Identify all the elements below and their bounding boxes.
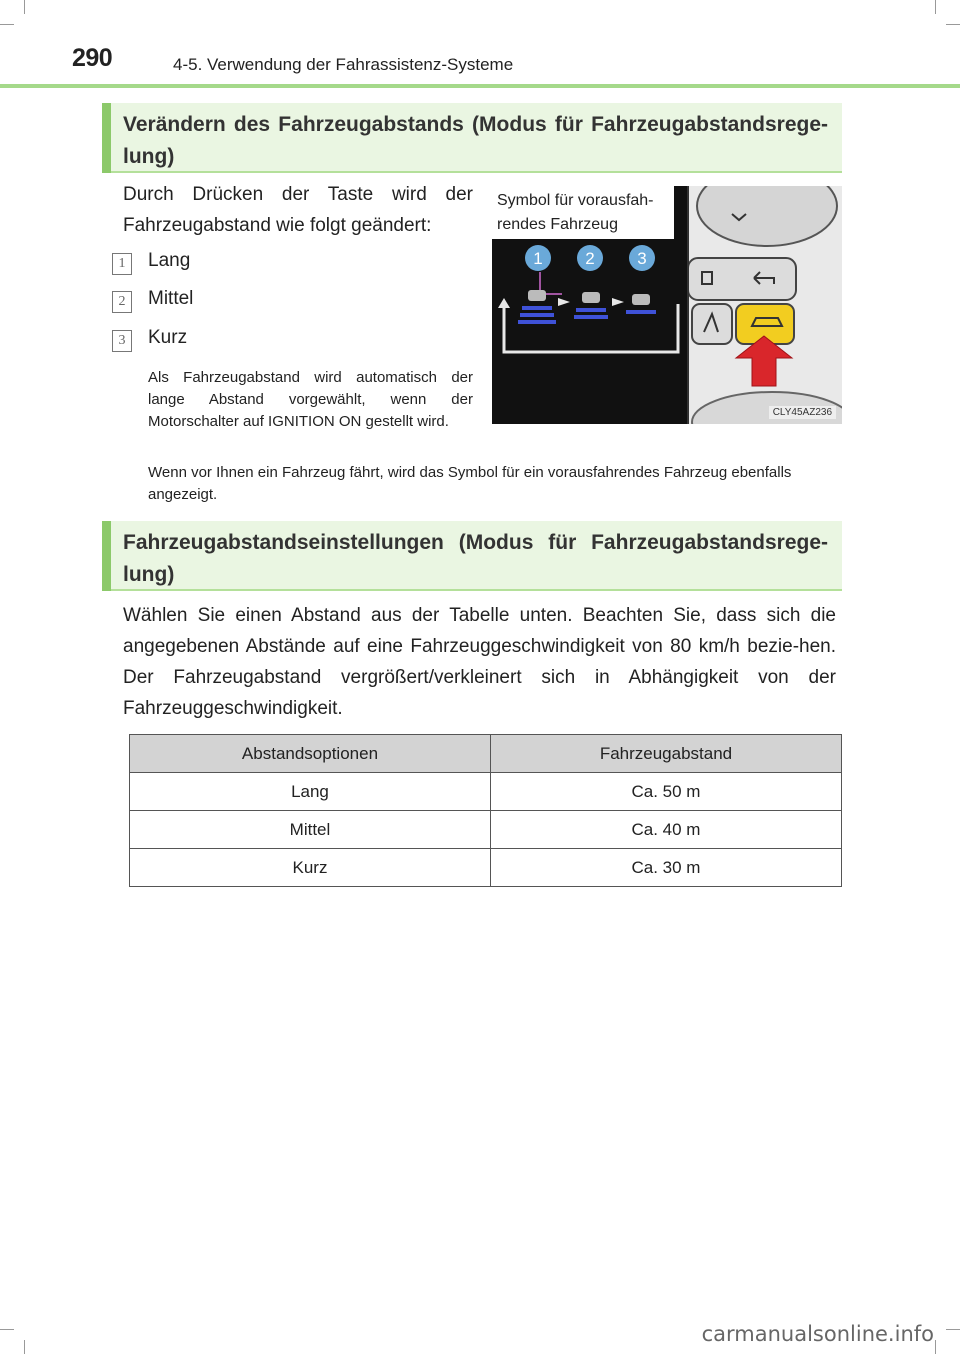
- crop-mark: [0, 24, 14, 25]
- svg-text:2: 2: [585, 249, 595, 268]
- distance-medium-icon: [574, 292, 608, 319]
- item-label: Lang: [148, 250, 191, 271]
- item-label: Kurz: [148, 327, 188, 348]
- steering-switch-illustration: [492, 186, 842, 424]
- item-number: 2: [112, 291, 132, 313]
- lane-switch: [688, 258, 796, 300]
- callout-3: [629, 245, 655, 271]
- settings-paragraph: Wählen Sie einen Abstand aus der Tabelle unten. Beachten Sie, dass sich die angegebenen Abstände auf eine Fahrzeuggeschwindigkeit von 80 km/h bezie-hen. Der Fahrzeugabstand vergrößert/verkleinert sich in Abhängigkeit von der Fahrzeuggeschwindigkeit.: [123, 605, 836, 719]
- table-cell: Mittel: [130, 811, 491, 849]
- page-number: 290: [72, 44, 113, 72]
- distance-table: [129, 734, 842, 887]
- intro-paragraph: Durch Drücken der Taste wird der Fahrzeugabstand wie folgt geändert:: [123, 184, 473, 236]
- section-heading-text: Fahrzeugabstandseinstellungen (Modus für Fahrzeugabstandsrege-lung): [123, 531, 828, 586]
- item-number: 3: [112, 330, 132, 352]
- table-cell: Ca. 50 m: [490, 773, 841, 811]
- section-heading-distance: [102, 103, 842, 173]
- chapter-header: 4-5. Verwendung der Fahrassistenz-Systeme: [173, 55, 514, 74]
- crop-mark: [0, 1329, 14, 1330]
- table-cell: Ca. 40 m: [490, 811, 841, 849]
- note-preceding-vehicle: Wenn vor Ihnen ein Fahrzeug fährt, wird das Symbol für ein vorausfahrendes Fahrzeug ebenfalls angezeigt.: [148, 464, 792, 503]
- crop-mark: [24, 0, 25, 14]
- svg-text:1: 1: [533, 249, 543, 268]
- table-header-cell: Abstandsoptionen: [130, 735, 491, 773]
- lane-assist-button: [692, 304, 732, 344]
- table-header-row: [130, 735, 842, 773]
- figure-code: CLY45AZ236: [769, 406, 836, 419]
- table-cell: Lang: [130, 773, 491, 811]
- arrow-right-icon: [558, 298, 570, 306]
- crop-mark: [946, 1329, 960, 1330]
- crop-mark: [946, 24, 960, 25]
- table-cell: Ca. 30 m: [490, 849, 841, 887]
- distance-short-icon: [626, 294, 656, 314]
- table-header-cell: Fahrzeugabstand: [490, 735, 841, 773]
- item-label: Mittel: [148, 288, 194, 309]
- list-item-lang: [112, 250, 191, 276]
- distance-long-icon: [518, 290, 556, 324]
- callout-2: [577, 245, 603, 271]
- list-item-kurz: [112, 327, 188, 353]
- figure-caption: Symbol für vorausfah-rendes Fahrzeug: [492, 186, 674, 239]
- list-item-mittel: [112, 288, 194, 314]
- table-row: [130, 773, 842, 811]
- header-rule: [0, 84, 960, 88]
- crop-mark: [24, 1340, 25, 1354]
- item-number: 1: [112, 253, 132, 275]
- loop-arrow-head-icon: [498, 298, 510, 308]
- note-ignition: Als Fahrzeugabstand wird automatisch der lange Abstand vorgewählt, wenn der Motorschalter auf IGNITION ON gestellt wird.: [148, 369, 473, 430]
- table-row: [130, 849, 842, 887]
- crop-mark: [935, 1340, 936, 1354]
- watermark: carmanualsonline.info: [701, 1322, 934, 1346]
- table-row: [130, 811, 842, 849]
- table-cell: Kurz: [130, 849, 491, 887]
- crop-mark: [935, 0, 936, 14]
- section-heading-settings: [102, 521, 842, 591]
- section-heading-text: Verändern des Fahrzeugabstands (Modus für Fahrzeugabstandsrege-lung): [123, 113, 828, 168]
- arrow-right-icon: [612, 298, 624, 306]
- callout-1: [525, 245, 551, 271]
- svg-text:3: 3: [637, 249, 647, 268]
